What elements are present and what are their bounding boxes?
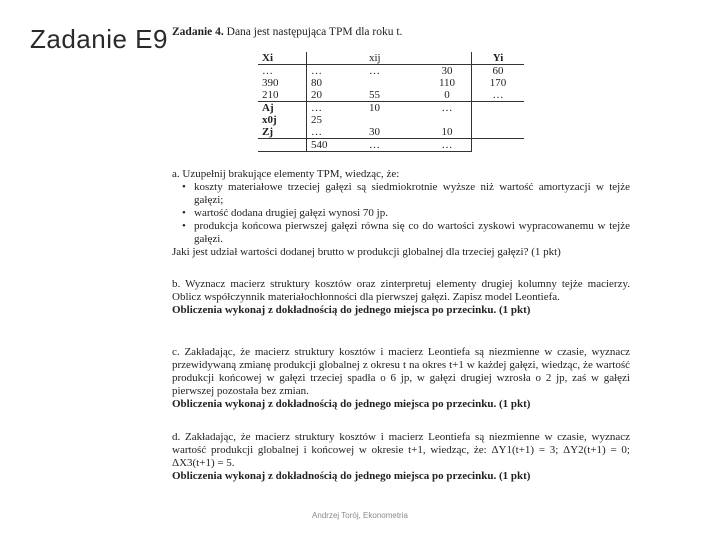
table-cell <box>258 139 307 152</box>
table-cell: Aj <box>258 102 307 115</box>
table-row <box>258 77 524 89</box>
task-heading-label: Zadanie 4. <box>172 26 224 38</box>
table-cell <box>472 102 525 115</box>
task-heading-text: Dana jest następująca TPM dla roku t. <box>226 26 403 38</box>
table-cell: 390 <box>258 77 307 89</box>
table-cell: 30 <box>369 125 380 138</box>
header-cell: Xi <box>258 52 307 65</box>
part-b-note: Obliczenia wykonaj z dokładnością do jednego miejsca po przecinku. (1 pkt) <box>172 304 531 316</box>
part-b <box>172 278 630 317</box>
table-row <box>258 139 524 152</box>
part-a-question: Jaki jest udział wartości dodanej brutto w produkcji globalnej dla trzeciej gałęzi? (1 pkt) <box>172 246 561 258</box>
table-cell: … <box>423 102 472 115</box>
table-cell: 210 <box>258 89 307 102</box>
part-b-text: b. Wyznacz macierz struktury kosztów oraz zinterpretuj elementy drugiej kolumny tejże macierzy. Oblicz współczynnik materiałochłonności dla pierwszej gałęzi. Zapisz model Leontiefa. <box>172 278 630 303</box>
table-header-row <box>258 52 524 65</box>
table-row <box>258 89 524 102</box>
header-cell: Yi <box>472 52 525 65</box>
part-a-intro: a. Uzupełnij brakujące elementy TPM, wiedząc, że: <box>172 168 400 180</box>
table-row <box>258 126 524 139</box>
table-cell: x0j <box>258 114 307 126</box>
table-cell: … <box>311 125 322 138</box>
table-row <box>258 102 524 115</box>
header-cell: xij <box>365 52 423 65</box>
task-heading <box>172 26 402 39</box>
table-cell <box>365 114 423 126</box>
part-d-text: d. Zakładając, że macierz struktury kosztów i macierz Leontiefa są niezmienne w czasie, wyznacz wartość produkcji globalnej i końcowej w okresie t+1, wiedząc, że: ΔY1(t+1) = 3; ΔY2(t+1) = 0; ΔX3(t+1) = 5. <box>172 431 630 469</box>
table-cell: … <box>365 139 423 152</box>
list-item: • produkcja końcowa pierwszej gałęzi równa się co do wartości zyskowi wypracowanemu w tejże gałęzi. <box>194 220 630 246</box>
header-cell <box>423 52 472 65</box>
table-cell: Zj <box>258 126 307 139</box>
table-cell <box>472 114 525 126</box>
table-cell: … <box>423 139 472 152</box>
part-a-bullets <box>172 181 630 246</box>
part-c <box>172 346 630 411</box>
part-d-note: Obliczenia wykonaj z dokładnością do jednego miejsca po przecinku. (1 pkt) <box>172 470 531 482</box>
tpm-table <box>258 52 524 152</box>
table-cell: 10 <box>423 126 472 139</box>
part-c-text: c. Zakładając, że macierz struktury kosztów i macierz Leontiefa są niezmienne w czasie, wyznacz przewidywaną zmianę produkcji globalnej z okresu t na okres t+1 w każdej gałęzi, wiedząc, że wartość produkcji końcowej w gałęzi trzeciej spadła o 6 jp, w gałęzi drugiej wzrosła o 2 jp, zaś w gałęzi pierwszej pozostała bez zmian. <box>172 346 630 397</box>
table-cell <box>423 114 472 126</box>
table-cell: 80 <box>311 76 322 89</box>
table-cell: … <box>307 102 366 115</box>
table-row <box>258 65 524 78</box>
table-cell: 0 <box>423 89 472 102</box>
table-cell: 170 <box>489 76 507 89</box>
table-cell: 60 <box>492 64 504 77</box>
list-item: • koszty materiałowe trzeciej gałęzi są siedmiokrotnie wyższe niż wartość amortyzacji w tejże gałęzi; <box>194 181 630 207</box>
table-cell <box>472 139 525 152</box>
part-c-note: Obliczenia wykonaj z dokładnością do jednego miejsca po przecinku. (1 pkt) <box>172 398 531 410</box>
table-cell: 25 <box>311 113 322 126</box>
table-cell: 540 <box>307 139 366 152</box>
table-cell: … <box>311 64 322 77</box>
part-a <box>172 168 630 259</box>
table-cell: 110 <box>423 77 472 89</box>
table-cell: 20 <box>311 88 322 101</box>
part-d <box>172 431 630 483</box>
table-cell: … <box>492 88 504 101</box>
list-item: • wartość dodana drugiej gałęzi wynosi 70 jp. <box>194 207 630 220</box>
table-cell: … <box>258 65 307 78</box>
header-cell <box>307 52 366 65</box>
table-cell <box>472 126 525 139</box>
table-cell: 30 <box>423 65 472 78</box>
table-cell: 10 <box>365 102 423 115</box>
table-cell <box>365 77 423 89</box>
slide-title: Zadanie E9 <box>30 24 168 54</box>
table-row <box>258 114 524 126</box>
footer-author: Andrzej Torój, Ekonometria <box>312 511 408 520</box>
table-cell: … <box>369 64 380 77</box>
table-cell: 55 <box>369 88 380 101</box>
